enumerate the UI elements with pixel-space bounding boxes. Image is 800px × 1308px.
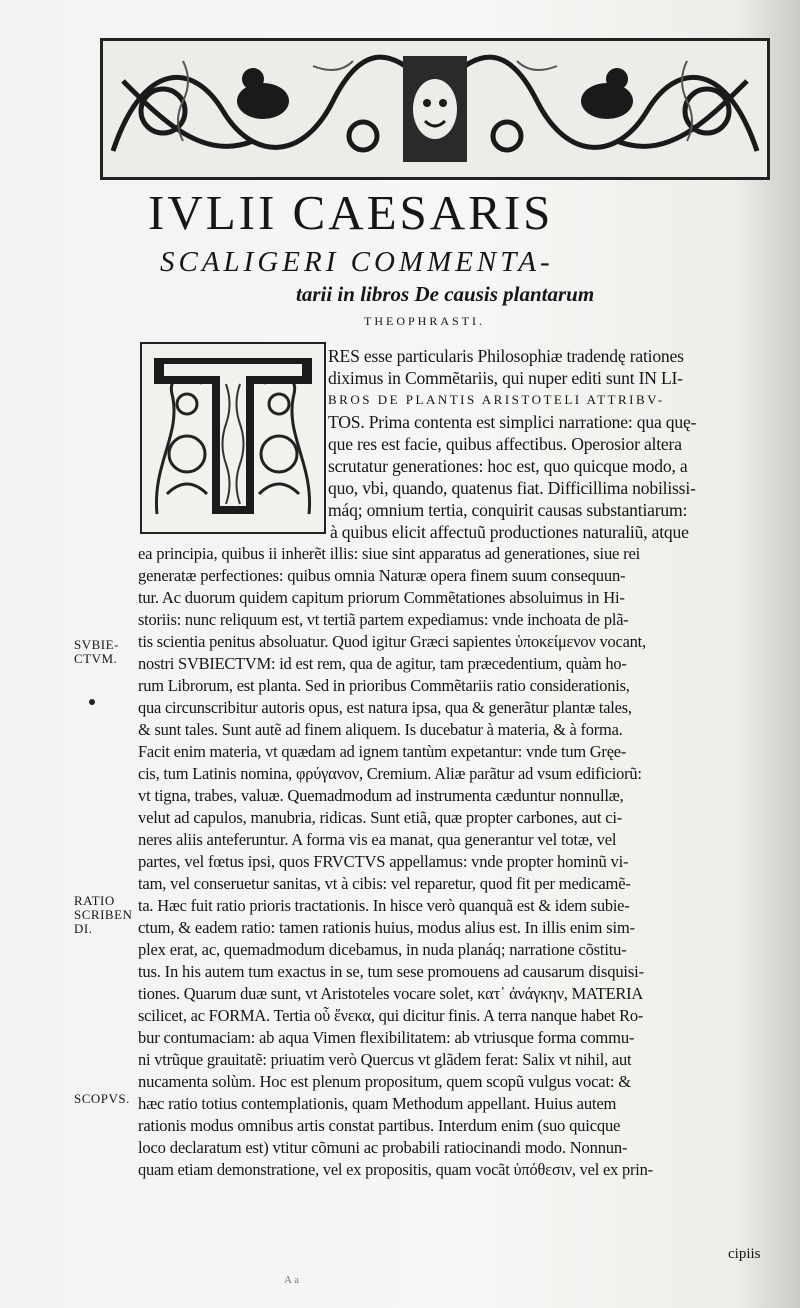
marginal-line: SVBIE-: [74, 637, 119, 652]
text-line: RES esse particularis Philosophiæ tradendę rationes: [328, 346, 684, 366]
marginal-line: RATIO: [74, 893, 115, 908]
marginal-line: SCRIBEN: [74, 907, 133, 922]
marginal-note-ratio-scribendi: [74, 894, 132, 936]
text-line: ta. Hæc fuit ratio prioris tractationis. In hisce verò quanquã est & idem subie-: [138, 896, 630, 915]
catchword: cipiis: [728, 1246, 761, 1262]
text-line: & sunt tales. Sunt autẽ ad finem aliquem. Is ducebatur à materia, & à forma.: [138, 720, 623, 739]
text-line: loco declaratum est) vtitur cõmuni ac probabili ratiocinandi modo. Nonnun-: [138, 1138, 628, 1157]
title-line-1: IVLII CAESARIS: [148, 185, 554, 240]
text-line: ctum, & eadem ratio: tamen rationis huius, modus alius est. In illis enim sim-: [138, 918, 635, 937]
text-line: partes, vel fœtus ipsi, quos FRVCTVS appellamus: vnde propter hominũ vi-: [138, 852, 629, 871]
ornament-scrollwork-icon: [103, 41, 767, 177]
text-line: tis scientia penitus absoluatur. Quod igitur Græci sapientes ὑποκείμενον vocant,: [138, 632, 646, 651]
title-line-2: SCALIGERI COMMENTA-: [160, 246, 554, 278]
text-line: quo, vbi, quando, quatenus fiat. Difficillima nobilissi-: [328, 478, 696, 498]
text-line: rum Librorum, est planta. Sed in prioribus Commẽtariis ratio considerationis,: [138, 676, 630, 695]
text-line: vt tigna, trabes, valuæ. Quemadmodum ad instrumenta cæduntur nonnullæ,: [138, 786, 624, 805]
text-line: tam, vel conseruetur sanitas, vt à cibis: vel reparetur, quod fit per medicamẽ-: [138, 874, 631, 893]
text-line: plex erat, ac, quemadmodum dicebamus, in nuda planáq; narratione cõstitu-: [138, 940, 627, 959]
marginal-note-subiectum: [74, 638, 119, 666]
text-line: tur. Ac duorum quidem capitum priorum Commẽtationes absoluimus in Hi-: [138, 588, 625, 607]
marginal-line: CTVM.: [74, 651, 118, 666]
text-line: qua circunscribitur autoris opus, est natura ipsa, qua & generãtur plantæ tales,: [138, 698, 632, 717]
text-line: hæc ratio totius contemplationis, quam Methodum appellant. Huius autem: [138, 1094, 617, 1113]
text-line: bur contumaciam: ab aqua Vimen flexibilitatem: ab vtriusque forma commu-: [138, 1028, 635, 1047]
text-line: scilicet, ac FORMA. Tertia οὗ ἕνεκα, qui dicitur finis. A terra nanque habet Ro-: [138, 1006, 644, 1025]
text-line: storiis: nunc reliquum est, vt tertiã partem expediamus: vnde inchoata de plã-: [138, 610, 629, 629]
marginal-line: SCOPVS.: [74, 1091, 130, 1106]
signature-mark: A a: [284, 1274, 299, 1286]
decorated-initial-T: [140, 342, 326, 534]
text-line: diximus in Commẽtariis, qui nuper editi sunt IN LI-: [328, 368, 683, 388]
text-line: quam etiam demonstratione, vel ex propositis, quam vocãt ὑπόθεσιν, vel ex prin-: [138, 1160, 653, 1179]
text-line: nucamenta solùm. Hoc est plenum propositum, quem scopũ vulgus vocat: &: [138, 1072, 631, 1091]
text-line: neres aliis anteferuntur. A forma vis ea manat, qua generantur vel totæ, vel: [138, 830, 617, 849]
marginal-note-scopus: [74, 1092, 130, 1106]
text-line: que res est facie, quibus affectibus. Operosior altera: [328, 434, 682, 454]
text-line: tus. In his autem tum exactus in se, tum sese promouens ad causarum disquisi-: [138, 962, 644, 981]
text-line: velut ad capulos, manubria, ridicas. Sunt etiã, quæ propter carbones, aut ci-: [138, 808, 623, 827]
text-line: scrutatur generationes: hoc est, quo quicque modo, a: [328, 456, 688, 476]
title-line-3: tarii in libros De causis plantarum: [296, 282, 595, 306]
woodcut-headpiece: [100, 38, 770, 180]
text-line: ni vtrũque grauitatẽ: priuatim verò Quercus vt glãdem ferat: Salix vt nihil, aut: [138, 1050, 632, 1069]
margin-dot: [89, 699, 95, 705]
text-line: TOS. Prima contenta est simplici narratione: qua quę-: [328, 412, 697, 432]
text-line: à quibus elicit affectuũ productiones naturaliũ, atque: [330, 522, 689, 542]
text-line: ea principia, quibus ii inherẽt illis: siue sint apparatus ad generationes, siue rei: [138, 544, 641, 563]
text-line: Facit enim materia, vt quædam ad ignem tantùm expetantur: vnde tum Gręe-: [138, 742, 627, 761]
title-line-4: THEOPHRASTI.: [364, 314, 486, 328]
text-line: generatæ perfectiones: quibus omnia Naturæ opera finem suum consequun-: [138, 566, 626, 585]
text-line: BROS DE PLANTIS ARISTOTELI ATTRIBV-: [328, 392, 665, 407]
text-line: máq; omnium tertia, conquirit causas substantiarum:: [328, 500, 688, 520]
marginal-line: DI.: [74, 921, 93, 936]
text-line: tiones. Quarum duæ sunt, vt Aristoteles vocare solet, κατ᾽ ἀνάγκην, MATERIA: [138, 984, 644, 1003]
text-line: cis, tum Latinis nomina, φρύγανον, Cremium. Aliæ parãtur ad vsum edificiorũ:: [138, 764, 642, 783]
text-line: rationis modus omnibus artis constat partibus. Interdum enim (suo quicque: [138, 1116, 621, 1135]
initial-T-icon: [142, 344, 324, 532]
text-line: nostri SVBIECTVM: id est rem, qua de agitur, tam præcedentium, quàm ho-: [138, 654, 627, 673]
